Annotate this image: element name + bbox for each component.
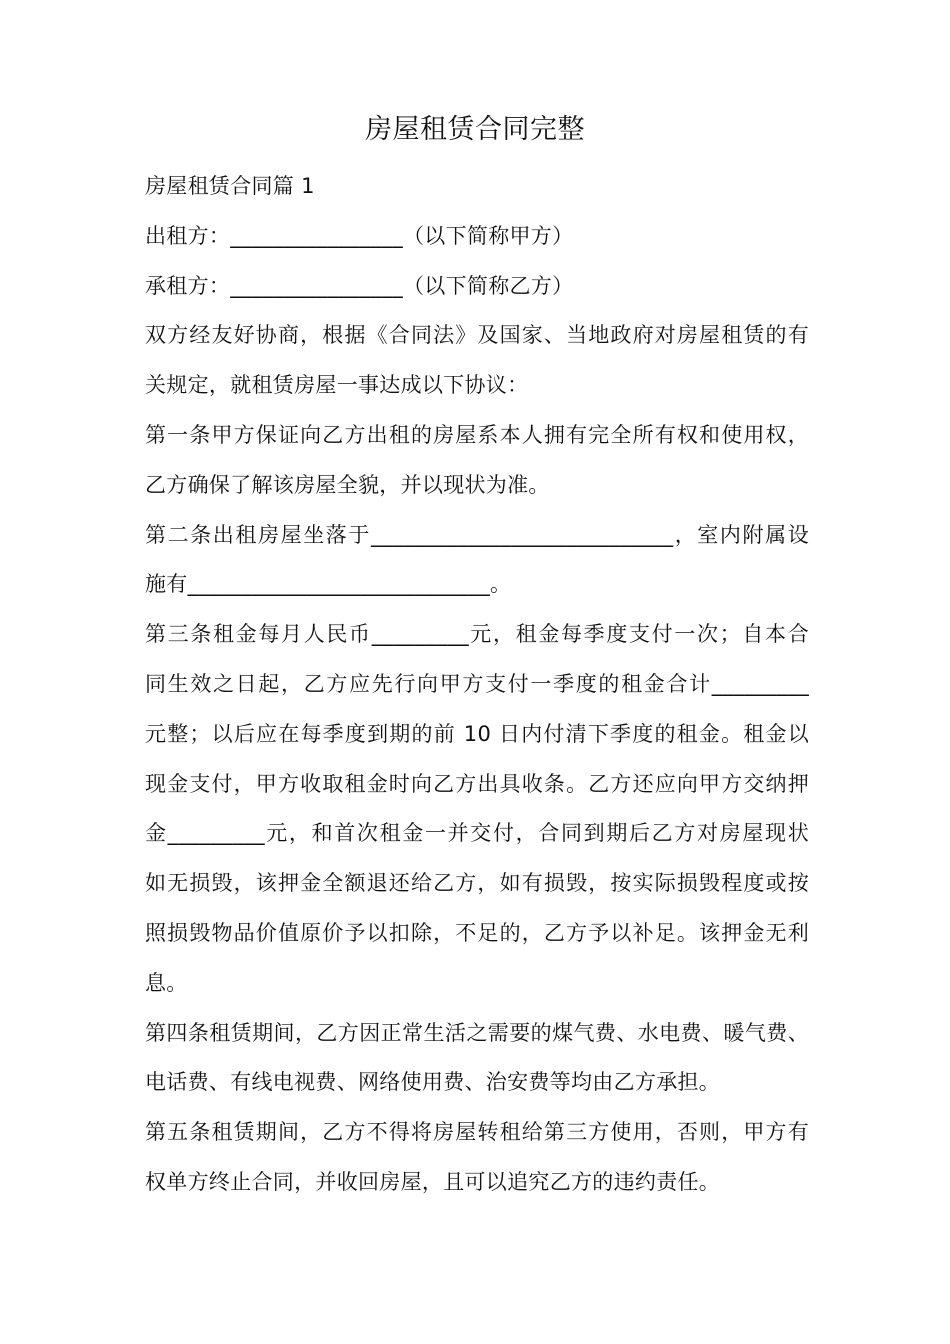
document-body: [145, 162, 809, 1208]
text-line: 施有____________________________。: [145, 572, 512, 597]
text-line: 第一条甲方保证向乙方出租的房屋系本人拥有完全所有权和使用权，: [145, 422, 809, 447]
text-line: 照损毁物品价值原价予以扣除，不足的，乙方予以补足。该押金无利: [145, 920, 809, 945]
text-line: 双方经友好协商，根据《合同法》及国家、当地政府对房屋租赁的有: [145, 323, 809, 348]
text-line: 息。: [145, 970, 188, 995]
text-line: 金_________元，和首次租金一并交付，合同到期后乙方对房屋现状: [145, 821, 809, 846]
text-line: 现金支付，甲方收取租金时向乙方出具收条。乙方还应向甲方交纳押: [145, 771, 809, 796]
text-line: 第三条租金每月人民币_________元，租金每季度支付一次；自本合: [145, 622, 809, 647]
document-title: 房屋租赁合同完整: [365, 114, 585, 145]
text-line: 电话费、有线电视费、网络使用费、治安费等均由乙方承担。: [145, 1070, 721, 1095]
text-line: 房屋租赁合同篇 1: [145, 174, 315, 198]
text-line: 第二条出租房屋坐落于____________________________，室内附属设: [145, 522, 809, 547]
text-line: 出租方：________________（以下简称甲方）: [145, 223, 574, 248]
text-line: 关规定，就租赁房屋一事达成以下协议：: [145, 373, 529, 398]
text-line: 如无损毁，该押金全额退还给乙方，如有损毁，按实际损毁程度或按: [145, 871, 809, 896]
text-line: 权单方终止合同，并收回房屋，且可以追究乙方的违约责任。: [145, 1169, 721, 1194]
text-line: 第四条租赁期间，乙方因正常生活之需要的煤气费、水电费、暖气费、: [145, 1020, 809, 1045]
text-line: 元整；以后应在每季度到期的前 10 日内付清下季度的租金。租金以: [145, 721, 809, 746]
text-line: 第五条租赁期间，乙方不得将房屋转租给第三方使用，否则，甲方有: [145, 1120, 809, 1145]
text-line: 承租方：________________（以下简称乙方）: [145, 273, 574, 298]
text-line: 乙方确保了解该房屋全貌，并以现状为准。: [145, 472, 550, 497]
text-line: 同生效之日起，乙方应先行向甲方支付一季度的租金合计_________: [145, 671, 809, 696]
